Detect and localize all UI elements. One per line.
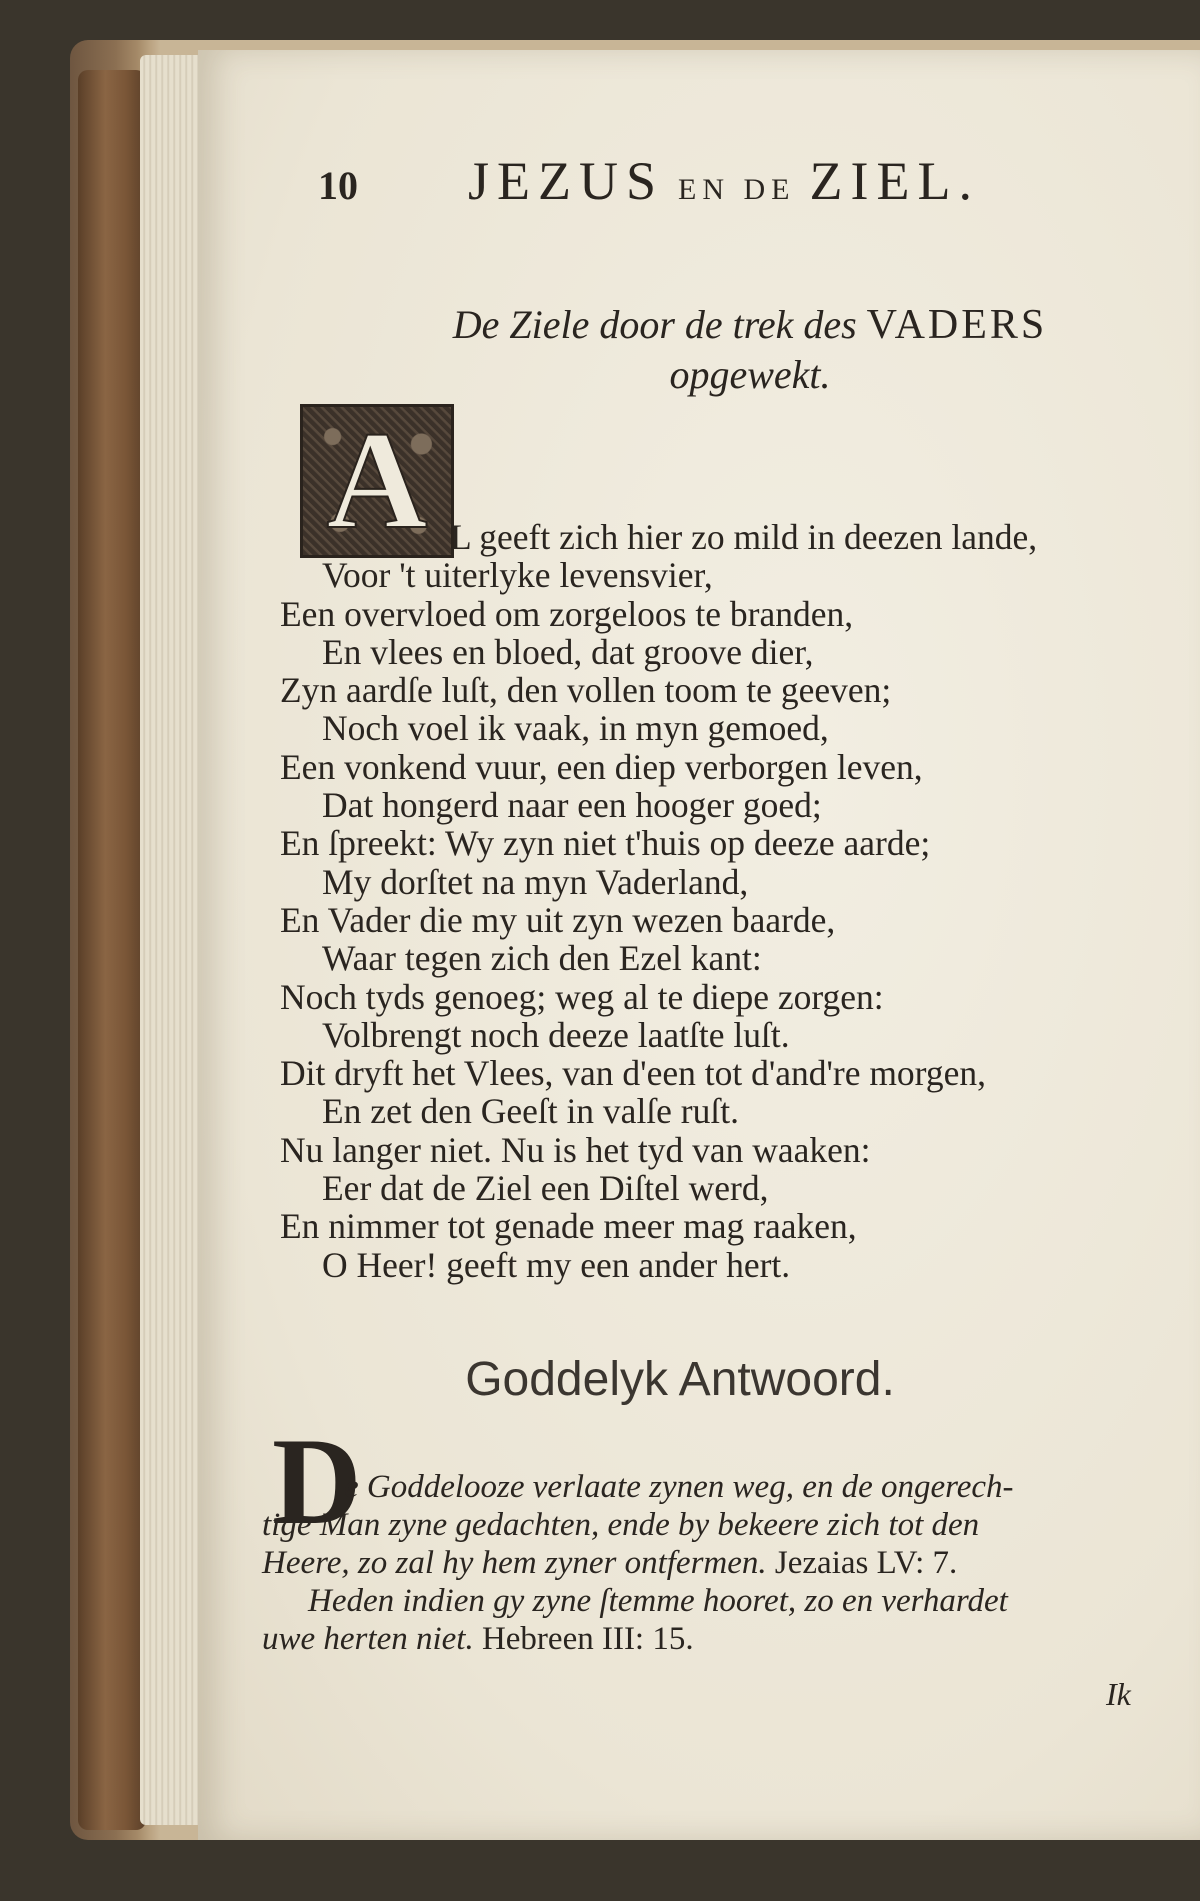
- scripture-line: Heden indien gy zyne ſtemme hooret, zo en verhardet: [308, 1583, 1008, 1619]
- scripture-line: [262, 1544, 1162, 1582]
- running-header: [318, 150, 1078, 220]
- poem-line: Nu langer niet. Nu is het tyd van waaken:: [280, 1129, 871, 1170]
- scripture-initial: D: [272, 1413, 362, 1550]
- poem-line: En ſpreekt: Wy zyn niet t'huis op deeze aarde;: [280, 823, 931, 864]
- scripture-line: tige Man zyne gedachten, ende by bekeere zich tot den: [262, 1507, 980, 1543]
- poem-line: Dit dryft het Vlees, van d'een tot d'and're morgen,: [280, 1053, 986, 1094]
- book-spine: [78, 70, 146, 1830]
- title-part-jezus: JEZUS: [468, 151, 665, 211]
- scripture-reference: Jezaias LV: 7.: [774, 1545, 958, 1581]
- heading-line2: opgewekt.: [669, 352, 831, 397]
- scripture-line: e Goddelooze verlaate zynen weg, en de ongerech-: [344, 1469, 1014, 1505]
- poem-line: Eer dat de Ziel een Diſtel werd,: [322, 1168, 769, 1209]
- poem-line: En Vader die my uit zyn wezen baarde,: [280, 899, 836, 940]
- running-title: [468, 150, 980, 212]
- scripture-reference: Hebreen III: 15.: [481, 1621, 694, 1657]
- poem-line: My dorſtet na myn Vaderland,: [322, 861, 749, 902]
- poem-line: Een vonkend vuur, een diep verborgen leven,: [280, 746, 923, 787]
- poem-line: En zet den Geeſt in valſe ruſt.: [322, 1091, 739, 1132]
- poem-line: Waar tegen zich den Ezel kant:: [322, 938, 762, 979]
- poem-line: Een overvloed om zorgeloos te branden,: [280, 593, 854, 634]
- poem-line: Dat hongerd naar een hooger goed;: [322, 785, 822, 826]
- heading-italic: De Ziele door de trek des: [452, 302, 857, 347]
- poem-line: En vlees en bloed, dat groove dier,: [322, 631, 814, 672]
- scripture-text: [262, 1468, 1162, 1658]
- section-heading: [400, 300, 1100, 400]
- poem-line: En nimmer tot genade meer mag raaken,: [280, 1206, 857, 1247]
- poem-line: Volbrengt noch deeze laatſte luſt.: [322, 1014, 790, 1055]
- heading-caps: VADERS: [866, 302, 1048, 348]
- poem-line: L geeft zich hier zo mild in deezen lande,: [450, 517, 1038, 557]
- scripture-quote: uwe herten niet.: [262, 1621, 474, 1657]
- poem-line: O Heer! geeft my een ander hert.: [322, 1244, 791, 1285]
- catchword: Ik: [1106, 1676, 1131, 1712]
- drop-cap-letter: A: [326, 403, 428, 558]
- scripture-line: [262, 1620, 1162, 1658]
- page-number: 10: [318, 163, 358, 208]
- poem-line: Zyn aardſe luſt, den vollen toom te geeven;: [280, 670, 892, 711]
- scripture-quote: Heere, zo zal hy hem zyner ontfermen.: [262, 1545, 767, 1581]
- poem-line: Noch voel ik vaak, in myn gemoed,: [322, 708, 829, 749]
- title-part-en-de: EN DE: [678, 173, 796, 206]
- poem-line: Voor 't uiterlyke levensvier,: [322, 555, 713, 596]
- answer-heading: Goddelyk Antwoord.: [465, 1353, 895, 1406]
- poem: [280, 518, 1180, 1284]
- title-part-ziel: ZIEL.: [809, 151, 980, 211]
- poem-line: Noch tyds genoeg; weg al te diepe zorgen:: [280, 976, 884, 1017]
